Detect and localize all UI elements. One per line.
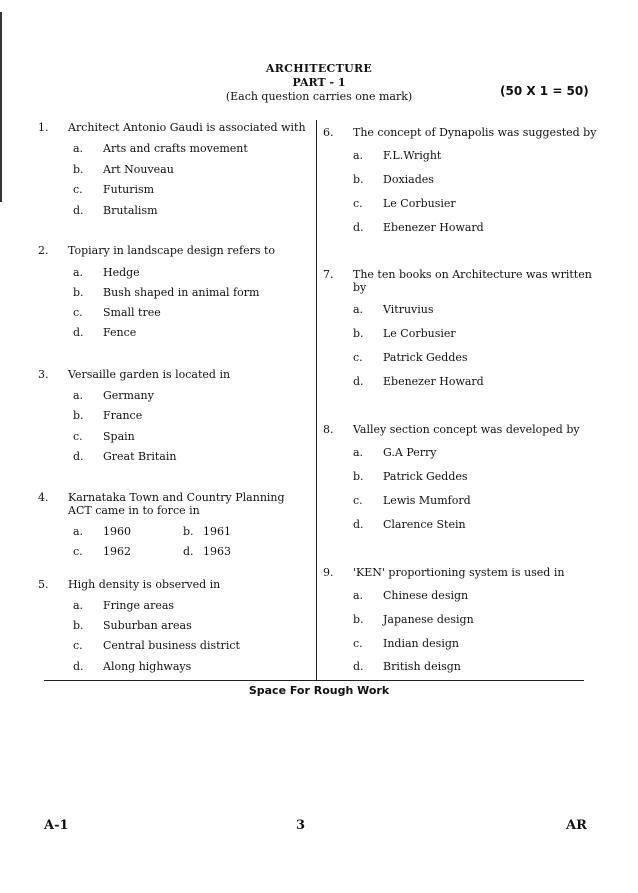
part-label: PART - 1 bbox=[292, 76, 346, 89]
question-text: 'KEN' proportioning system is used in bbox=[353, 566, 565, 579]
footer-code: A-1 bbox=[44, 818, 69, 833]
rough-work-label: Space For Rough Work bbox=[248, 684, 390, 697]
page-number: 3 bbox=[296, 818, 306, 833]
question-text: Valley section concept was developed by bbox=[353, 423, 580, 436]
question-number: 2. bbox=[38, 244, 49, 257]
question-text: The ten books on Architecture was written by bbox=[353, 268, 592, 294]
page-edge-line bbox=[0, 12, 2, 202]
question-text: Karnataka Town and Country Planning ACT came in to force in bbox=[68, 491, 285, 517]
section-title: ARCHITECTURE bbox=[265, 62, 373, 75]
marks-instruction: (Each question carries one mark) bbox=[225, 90, 413, 103]
question-number: 3. bbox=[38, 368, 49, 381]
question-number: 8. bbox=[323, 423, 334, 436]
question-number: 1. bbox=[38, 121, 49, 134]
question-text: Versaille garden is located in bbox=[68, 368, 231, 381]
question-number: 9. bbox=[323, 566, 334, 579]
question-text: The concept of Dynapolis was suggested by bbox=[353, 126, 597, 139]
question-number: 5. bbox=[38, 578, 49, 591]
question-number: 6. bbox=[323, 126, 334, 139]
column-divider bbox=[316, 120, 317, 680]
question-text: High density is observed in bbox=[68, 578, 221, 591]
question-text: Topiary in landscape design refers to bbox=[68, 244, 276, 257]
question-text: Architect Antonio Gaudi is associated with bbox=[68, 121, 306, 134]
question-number: 7. bbox=[323, 268, 334, 281]
subject-code: AR bbox=[566, 818, 587, 833]
question-number: 4. bbox=[38, 491, 49, 504]
section-divider bbox=[44, 680, 584, 681]
total-marks: (50 X 1 = 50) bbox=[500, 84, 589, 98]
